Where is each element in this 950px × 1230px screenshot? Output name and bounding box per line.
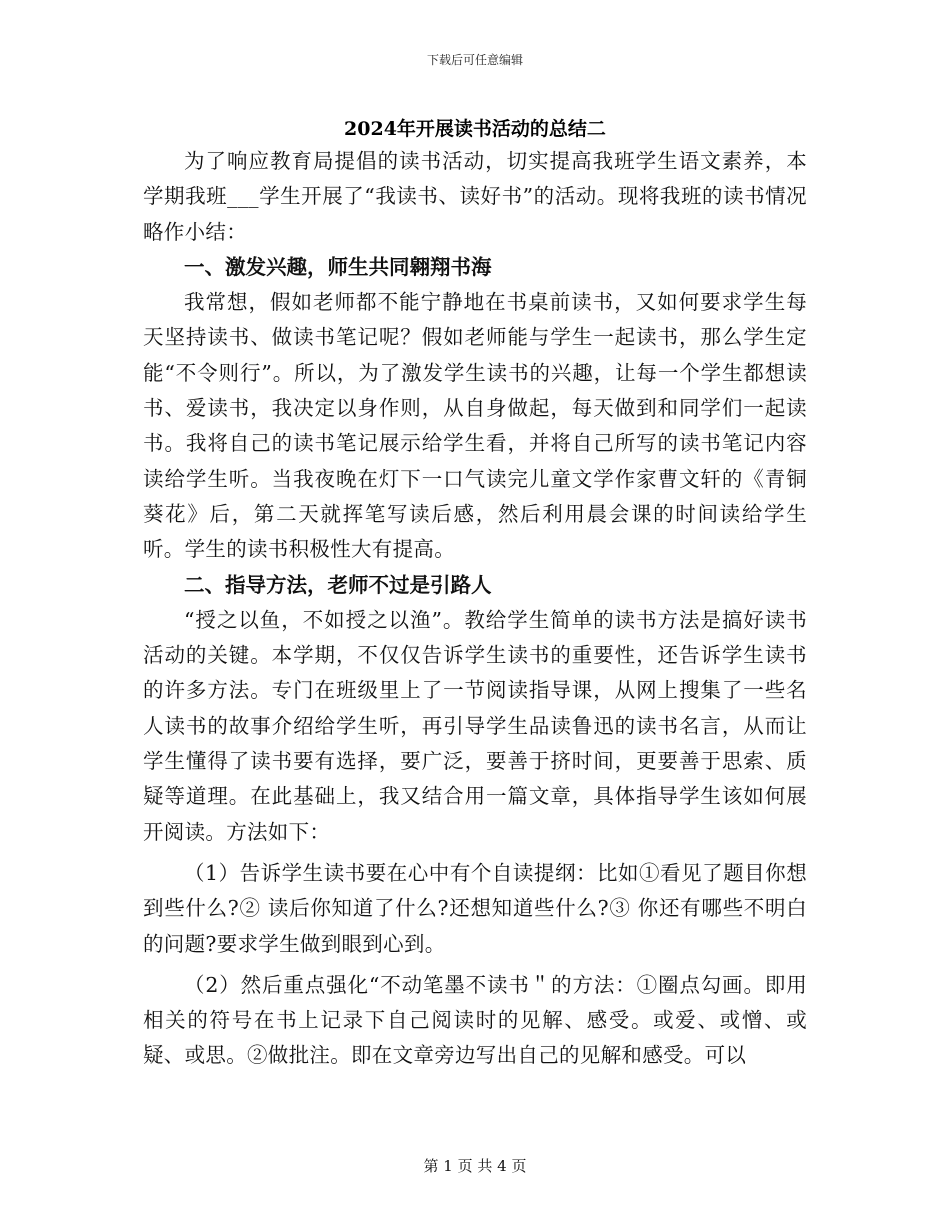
section-heading-1: 一、激发兴趣，师生共同翱翔书海	[184, 254, 492, 279]
document-body	[143, 144, 807, 1074]
section-2-paragraph: “授之以鱼，不如授之以渔”。教给学生简单的读书方法是搞好读书活动的关键。本学期，不仅仅告诉学生读书的重要性，还告诉学生读书的许多方法。专门在班级里上了一节阅读指导课，从网上搜集了一些名人读书的故事介绍给学生听，再引导学生品读鲁迅的读书名言，从而让学生懂得了读书要有选择，要广泛，要善于挤时间，更要善于思索、质疑等道理。在此基础上，我又结合用一篇文章，具体指导学生该如何展开阅读。方法如下：	[143, 607, 807, 844]
section-1-paragraph: 我常想，假如老师都不能宁静地在书桌前读书，又如何要求学生每天坚持读书、做读书笔记呢？假如老师能与学生一起读书，那么学生定能“不令则行”。所以，为了激发学生读书的兴趣，让每一个学生都想读书、爱读书，我决定以身作则，从自身做起，每天做到和同学们一起读书。我将自己的读书笔记展示给学生看，并将自己所写的读书笔记内容读给学生听。当我夜晚在灯下一口气读完儿童文学作家曹文轩的《青铜葵花》后，第二天就挥笔写读后感，然后利用晨会课的时间读给学生听。学生的读书积极性大有提高。	[143, 290, 807, 562]
method-item-2: （2）然后重点强化“不动笔墨不读书＂的方法：①圈点勾画。即用相关的符号在书上记录下自己阅读时的见解、感受。或爱、或憎、或疑、或思。②做批注。即在文章旁边写出自己的见解和感受。可以	[143, 972, 807, 1068]
section-heading-2: 二、指导方法，老师不过是引路人	[184, 572, 492, 597]
page-number: 第 1 页 共 4 页	[423, 1157, 527, 1175]
intro-paragraph: 为了响应教育局提倡的读书活动，切实提高我班学生语文素养，本学期我班___学生开展了“我读书、读好书”的活动。现将我班的读书情况略作小结：	[143, 149, 807, 244]
method-item-1: （1）告诉学生读书要在心中有个自读提纲：比如①看见了题目你想到些什么?② 读后你知道了什么?还想知道些什么?③ 你还有哪些不明白的问题?要求学生做到眼到心到。	[143, 860, 807, 956]
document-title: 2024年开展读书活动的总结二	[344, 118, 606, 140]
header-note: 下载后可任意编辑	[426, 53, 523, 67]
